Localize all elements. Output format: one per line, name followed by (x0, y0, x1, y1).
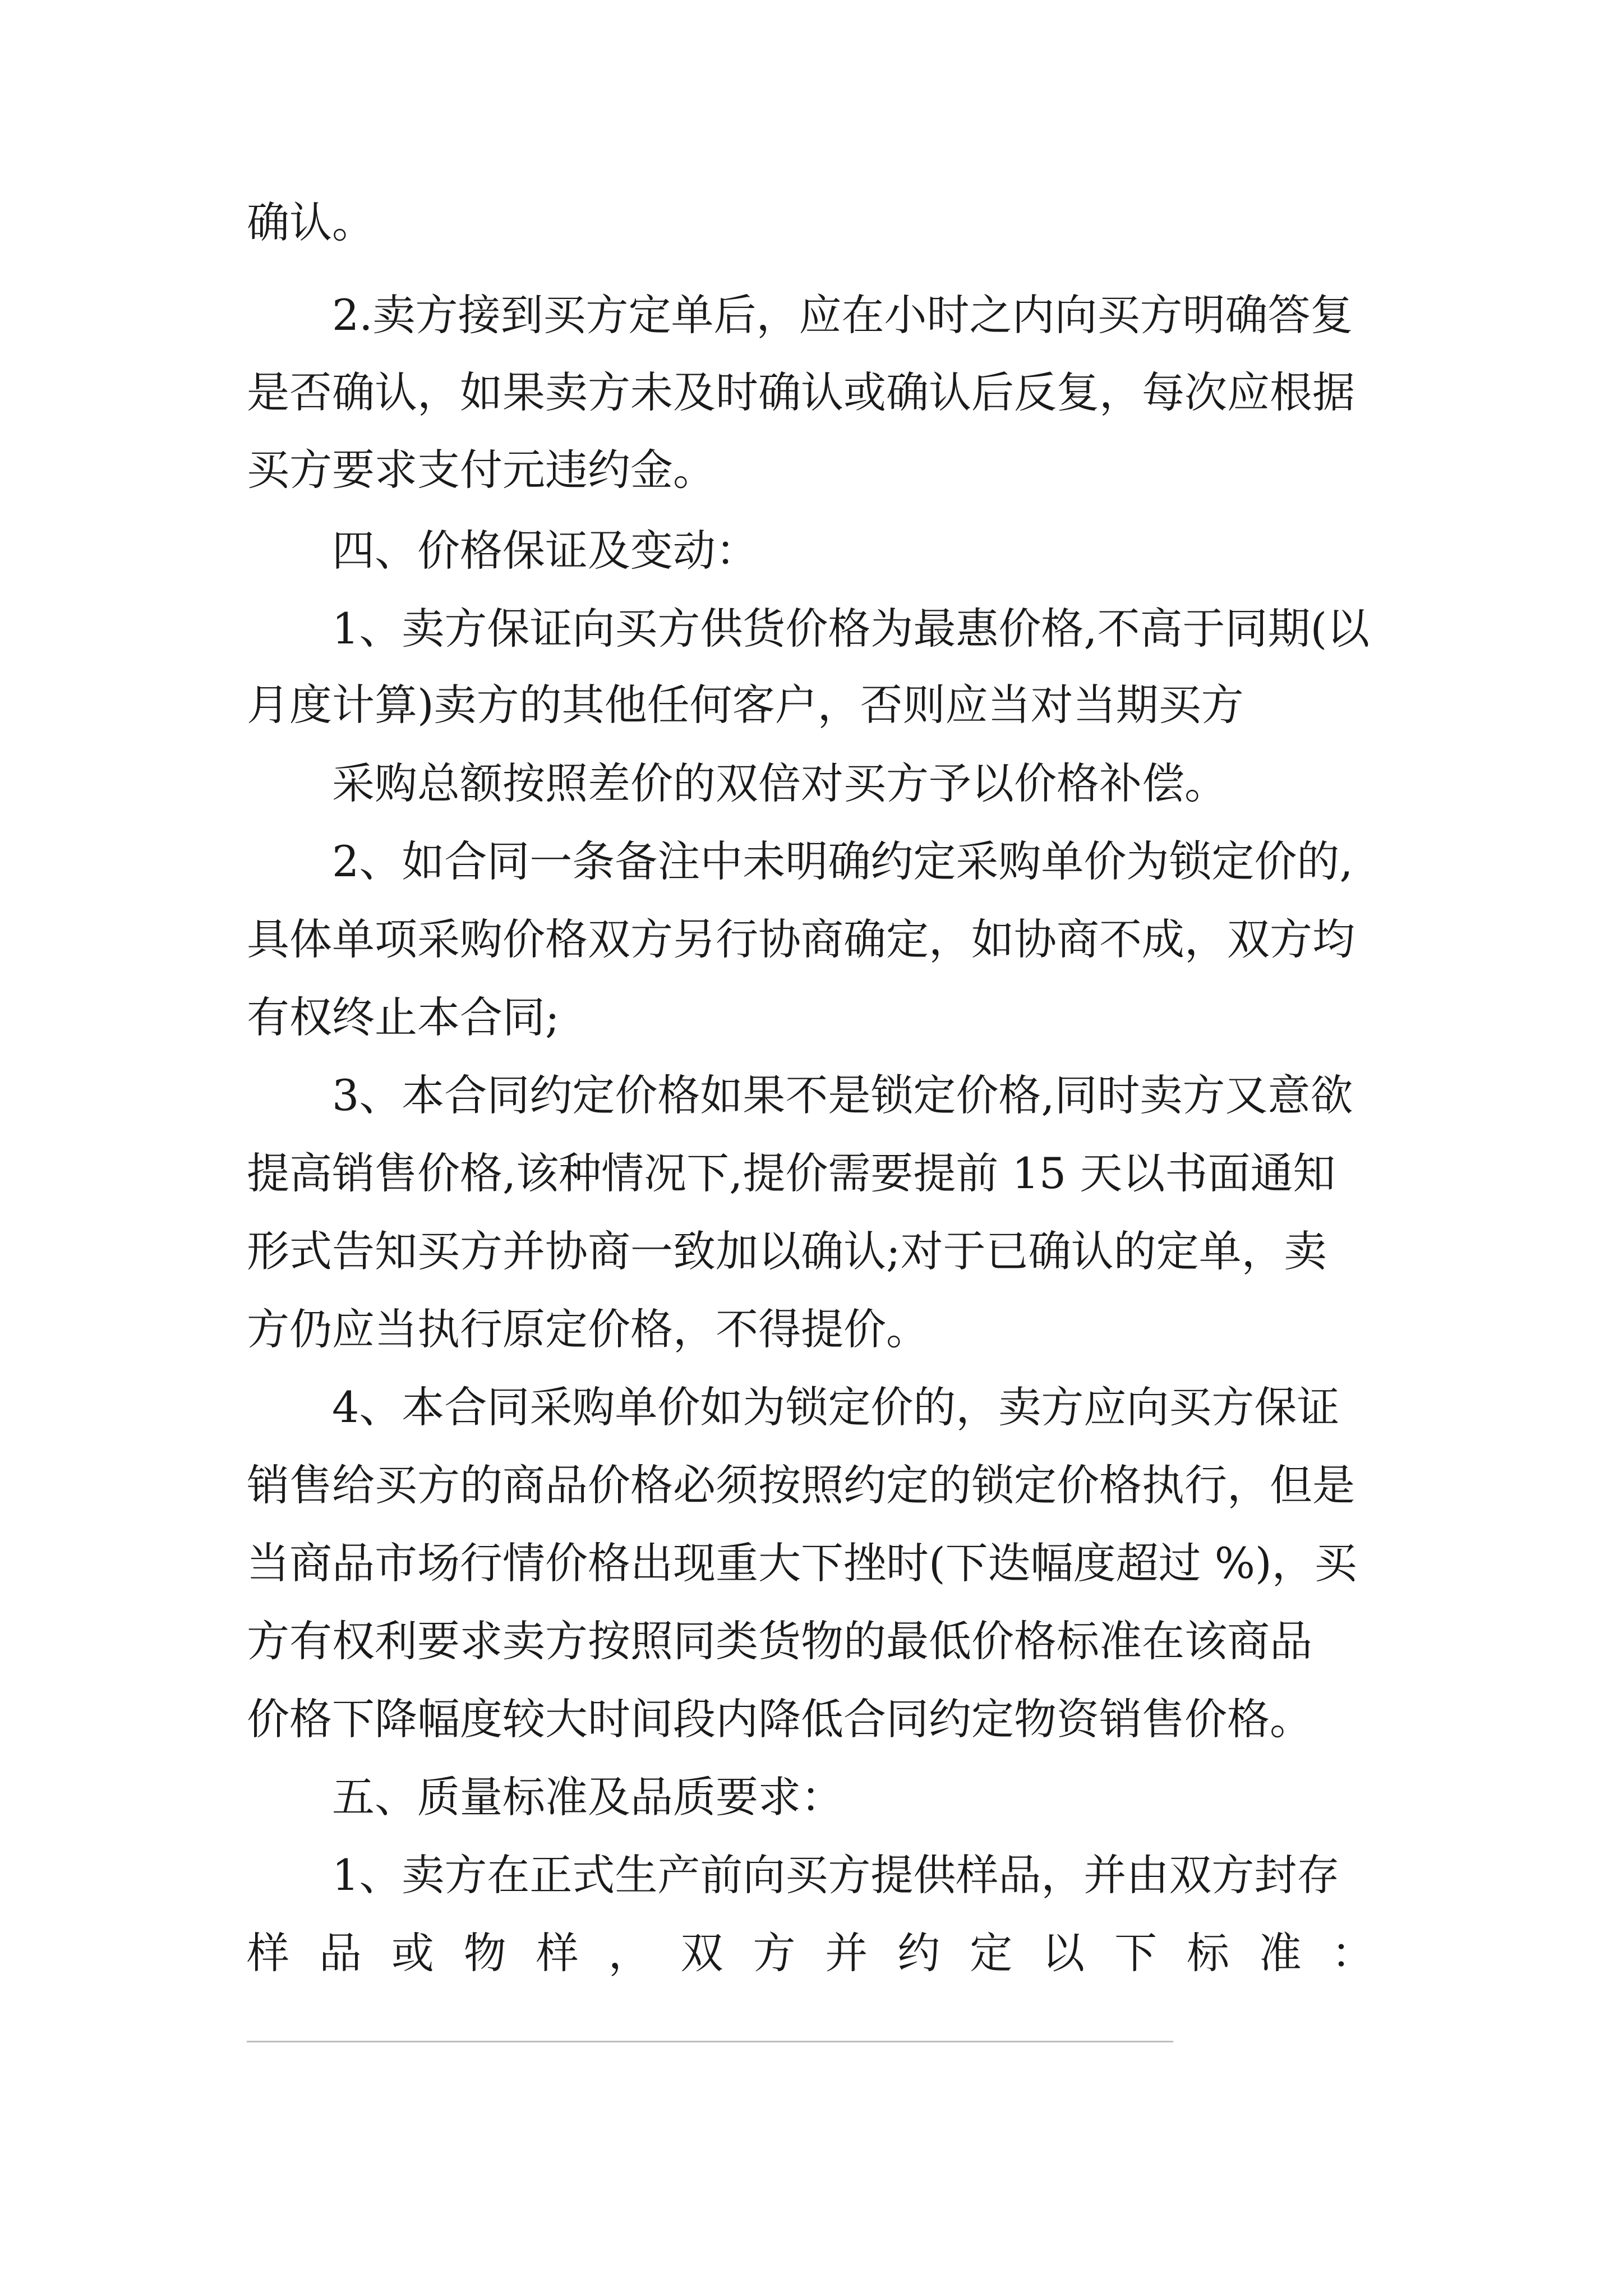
text-line: 买方要求支付元违约金。 (247, 445, 716, 495)
char: 并 (825, 1928, 868, 1978)
text-line: 2、如合同一条备注中未明确约定采购单价为锁定价的, (332, 836, 1353, 886)
char: 定 (970, 1928, 1013, 1978)
text-line: 方有权利要求卖方按照同类货物的最低价格标准在该商品 (247, 1616, 1312, 1666)
char: 标 (1186, 1928, 1229, 1978)
char: 样 (536, 1928, 579, 1978)
text-line: 形式告知买方并协商一致加以确认;对于已确认的定单，卖 (247, 1226, 1327, 1276)
char: ， (608, 1928, 651, 1978)
text-line: 提高销售价格,该种情况下,提价需要提前 15 天以书面通知 (247, 1148, 1336, 1198)
text-line: 方仍应当执行原定价格，不得提价。 (247, 1304, 929, 1354)
char: 准 (1258, 1928, 1302, 1978)
section-heading: 四、价格保证及变动： (332, 526, 758, 576)
text-line: 具体单项采购价格双方另行协商确定，如协商不成，双方均 (247, 914, 1355, 964)
justified-text-line (247, 1922, 1374, 1984)
text-line: 当商品市场行情价格出现重大下挫时(下迭幅度超过 %)，买 (247, 1538, 1357, 1588)
char: 样 (247, 1928, 289, 1978)
section-heading: 五、质量标准及品质要求： (332, 1772, 843, 1822)
text-line: 2.卖方接到买方定单后，应在小时之内向买方明确答复 (332, 290, 1353, 340)
text-line: 确认。 (247, 197, 375, 247)
char: 品 (319, 1928, 362, 1978)
char: 或 (391, 1928, 434, 1978)
text-line: 销售给买方的商品价格必须按照约定的锁定价格执行，但是 (247, 1460, 1355, 1510)
char: 方 (753, 1928, 796, 1978)
text-line: 1、卖方保证向买方供货价格为最惠价格,不高于同期(以 (332, 604, 1370, 654)
text-line: 是否确认，如果卖方未及时确认或确认后反复，每次应根据 (247, 367, 1355, 417)
char: 以 (1042, 1928, 1085, 1978)
char: 约 (897, 1928, 940, 1978)
text-line: 4、本合同采购单价如为锁定价的，卖方应向买方保证 (332, 1382, 1340, 1432)
text-line: 3、本合同约定价格如果不是锁定价格,同时卖方又意欲 (332, 1070, 1353, 1120)
text-line: 有权终止本合同; (247, 992, 560, 1042)
char: ： (1331, 1928, 1374, 1978)
text-line: 1、卖方在正式生产前向买方提供样品，并由双方封存 (332, 1850, 1340, 1900)
char: 物 (463, 1928, 506, 1978)
text-line: 价格下降幅度较大时间段内降低合同约定物资销售价格。 (247, 1694, 1312, 1744)
footnote-divider (247, 2041, 1173, 2042)
text-line: 月度计算)卖方的其他任何客户，否则应当对当期买方 (247, 680, 1244, 730)
char: 下 (1114, 1928, 1158, 1978)
char: 双 (680, 1928, 723, 1978)
text-line: 采购总额按照差价的双倍对买方予以价格补偿。 (332, 758, 1227, 808)
